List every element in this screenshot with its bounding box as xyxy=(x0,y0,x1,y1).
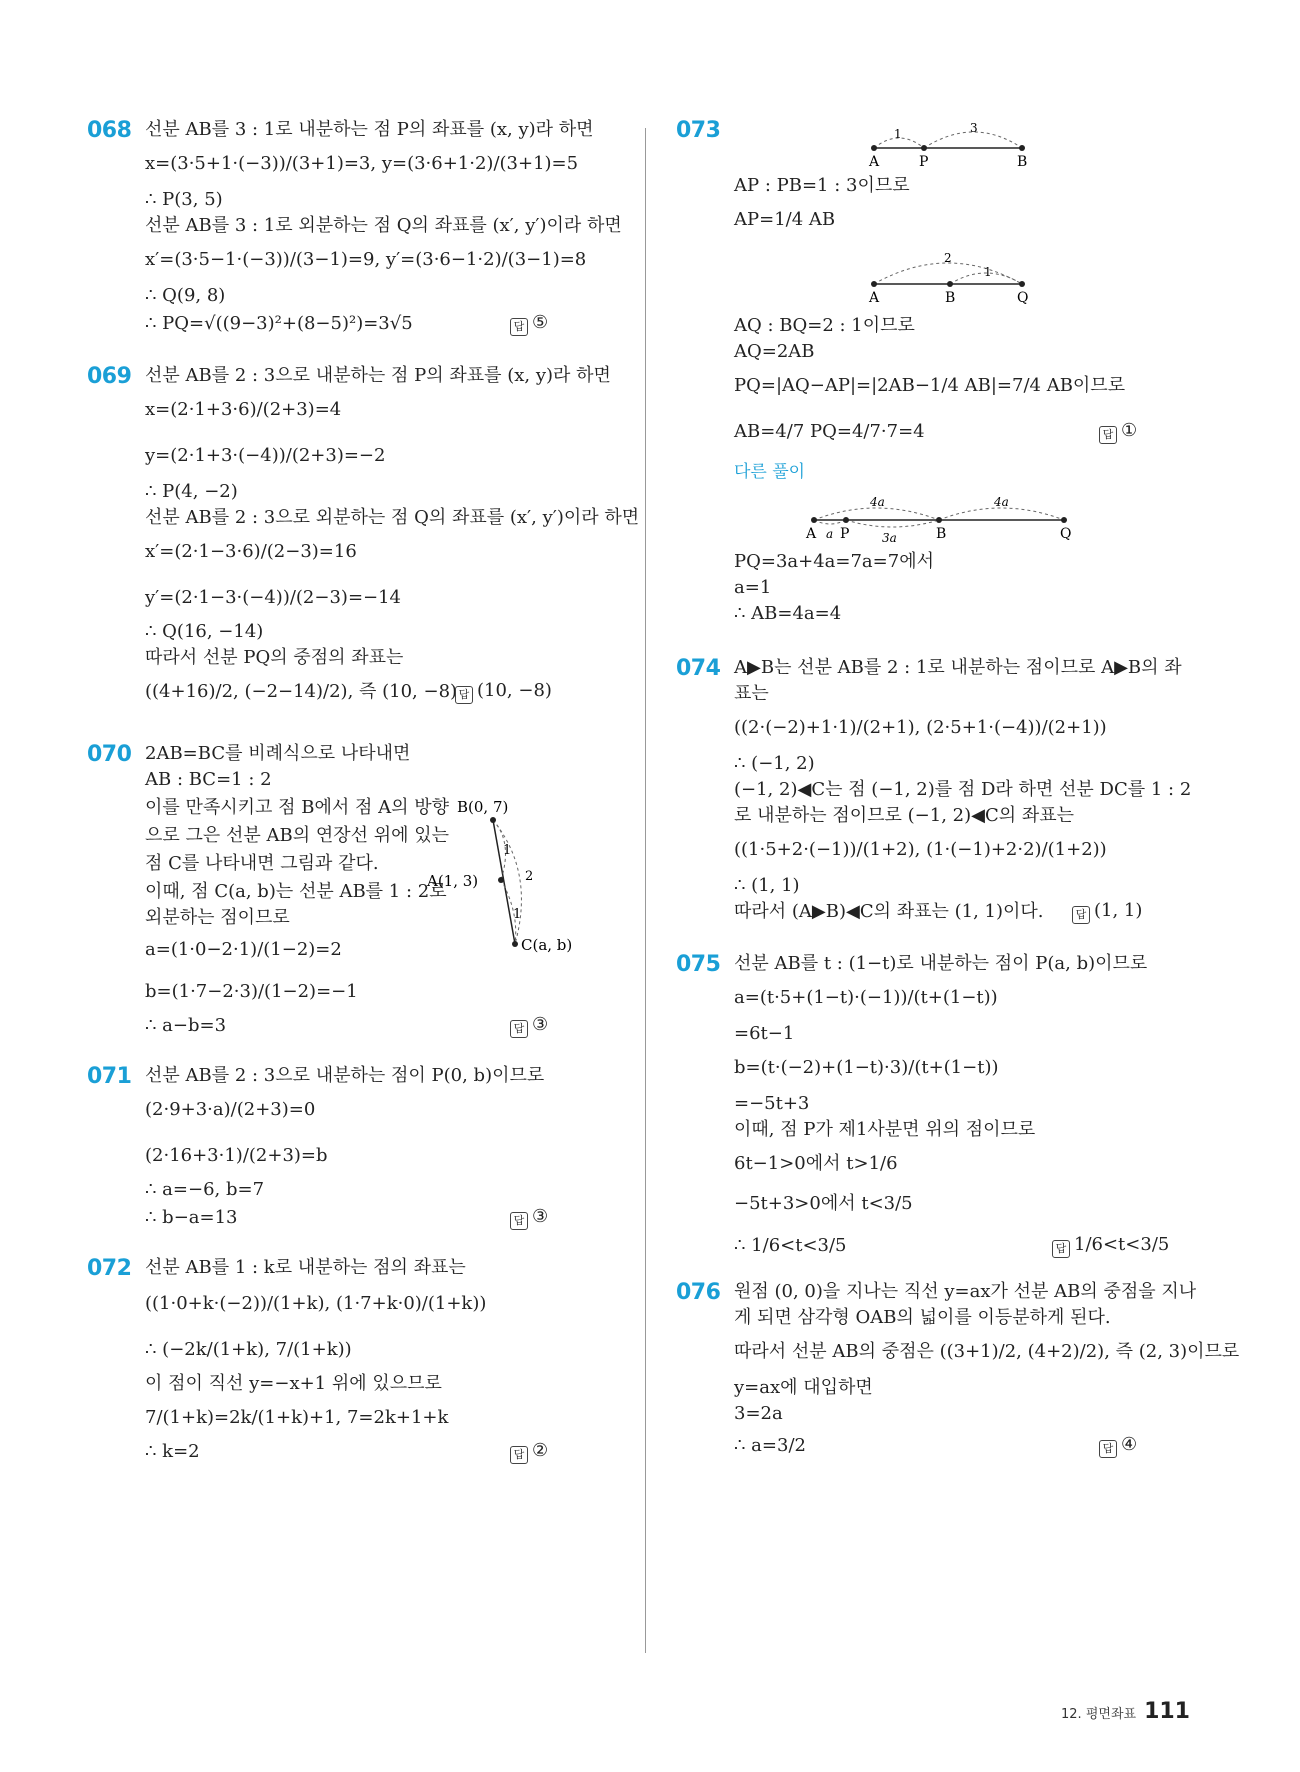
problem-number: 076 xyxy=(676,1280,721,1305)
answer-icon: 답 xyxy=(1099,1440,1117,1458)
line: 7/(1+k)=2k/(1+k)+1, 7=2k+1+k xyxy=(145,1407,449,1428)
line: =6t−1 xyxy=(734,1023,795,1044)
line: 게 되면 삼각형 OAB의 넓이를 이등분하게 된다. xyxy=(734,1307,1111,1328)
line: 선분 AB를 3 : 1로 외분하는 점 Q의 좌표를 (x′, y′)이라 하면 xyxy=(145,215,622,236)
answer: 답 ⑤ xyxy=(510,312,548,336)
line: ∴ Q(16, −14) xyxy=(145,621,264,642)
line: 선분 AB를 2 : 3으로 내분하는 점이 P(0, b)이므로 xyxy=(145,1065,545,1086)
answer-icon: 답 xyxy=(1052,1240,1070,1258)
figure-segment-PQ xyxy=(794,490,1094,546)
line: AB : BC=1 : 2 xyxy=(145,769,272,790)
line: 선분 AB를 1 : k로 내분하는 점의 좌표는 xyxy=(145,1257,466,1278)
label-A: A(1, 3) xyxy=(427,872,479,890)
label-B: B xyxy=(1017,154,1028,170)
line: 이 점이 직선 y=−x+1 위에 있으므로 xyxy=(145,1373,442,1394)
line: ∴ b−a=13 xyxy=(145,1207,238,1228)
answer-icon: 답 xyxy=(510,1020,528,1038)
answer: 답 ④ xyxy=(1099,1434,1137,1458)
line: 이때, 점 C(a, b)는 선분 AB를 1 : 2로 xyxy=(145,881,447,902)
answer-icon: 답 xyxy=(1072,906,1090,924)
line: AB=4/7 PQ=4/7·7=4 xyxy=(734,421,925,442)
label-B: B xyxy=(936,526,947,542)
figure-extension xyxy=(415,792,573,962)
label-B: B(0, 7) xyxy=(457,798,509,816)
line: ∴ P(3, 5) xyxy=(145,189,223,210)
alt-solution-title: 다른 풀이 xyxy=(734,462,806,482)
answer-icon: 답 xyxy=(510,1446,528,1464)
line: (−1, 2)◀C는 점 (−1, 2)를 점 D라 하면 선분 DC를 1 : 2 xyxy=(734,779,1192,800)
line: AQ : BQ=2 : 1이므로 xyxy=(734,315,915,336)
answer: 답 (1, 1) xyxy=(1072,900,1142,924)
answer: 답 1/6<t<3/5 xyxy=(1052,1234,1169,1258)
line: PQ=|AQ−AP|=|2AB−1/4 AB|=7/4 AB이므로 xyxy=(734,375,1126,396)
problem-number: 068 xyxy=(87,118,132,143)
line: x′=(2·1−3·6)/(2−3)=16 xyxy=(145,541,357,562)
answer: 답 ① xyxy=(1099,420,1137,444)
problem-number: 072 xyxy=(87,1256,132,1281)
line: 3=2a xyxy=(734,1403,783,1424)
line: 외분하는 점이므로 xyxy=(145,907,290,928)
answer-icon: 답 xyxy=(510,1212,528,1230)
line: ((2·(−2)+1·1)/(2+1), (2·5+1·(−4))/(2+1)) xyxy=(734,717,1107,738)
column-divider xyxy=(645,128,646,1653)
line: ((4+16)/2, (−2−14)/2), 즉 (10, −8) xyxy=(145,681,458,702)
line: y=(2·1+3·(−4))/(2+3)=−2 xyxy=(145,445,386,466)
ratio-label: 1 xyxy=(984,265,992,279)
line: PQ=3a+4a=7a=7에서 xyxy=(734,551,934,572)
length-label: 3a xyxy=(882,531,897,545)
problem-number: 075 xyxy=(676,952,721,977)
line: 선분 AB를 t : (1−t)로 내분하는 점이 P(a, b)이므로 xyxy=(734,953,1148,974)
line: AQ=2AB xyxy=(734,341,815,362)
line: ∴ k=2 xyxy=(145,1441,200,1462)
line: ∴ Q(9, 8) xyxy=(145,285,226,306)
page-number: 111 xyxy=(1144,1699,1190,1724)
problem-number: 074 xyxy=(676,656,721,681)
ratio-label: 1 xyxy=(894,127,902,141)
line: 이를 만족시키고 점 B에서 점 A의 방향 xyxy=(145,797,449,818)
answer-icon: 답 xyxy=(455,686,473,704)
line: y=ax에 대입하면 xyxy=(734,1377,873,1398)
line: ∴ PQ=√((9−3)²+(8−5)²)=3√5 xyxy=(145,313,413,334)
label-A: A xyxy=(869,290,880,306)
length-label: 4a xyxy=(994,495,1009,509)
label-P: P xyxy=(919,154,929,170)
line: x′=(3·5−1·(−3))/(3−1)=9, y′=(3·6−1·2)/(3−1)=8 xyxy=(145,249,587,270)
problem-number: 070 xyxy=(87,742,132,767)
line: ∴ a=3/2 xyxy=(734,1435,806,1456)
line: 선분 AB를 3 : 1로 내분하는 점 P의 좌표를 (x, y)라 하면 xyxy=(145,119,594,140)
line: 선분 AB를 2 : 3으로 외분하는 점 Q의 좌표를 (x′, y′)이라 하면 xyxy=(145,507,640,528)
line: (2·16+3·1)/(2+3)=b xyxy=(145,1145,328,1166)
line: b=(t·(−2)+(1−t)·3)/(t+(1−t)) xyxy=(734,1057,999,1078)
answer: 답 ② xyxy=(510,1440,548,1464)
ratio-label: 1 xyxy=(503,843,512,858)
line: AP : PB=1 : 3이므로 xyxy=(734,175,910,196)
answer: 답 ③ xyxy=(510,1206,548,1230)
line: A▶B는 선분 AB를 2 : 1로 내분하는 점이므로 A▶B의 좌 xyxy=(734,657,1182,678)
length-label: a xyxy=(826,527,834,541)
line: 따라서 선분 AB의 중점은 ((3+1)/2, (4+2)/2), 즉 (2, 3)이므로 xyxy=(734,1341,1240,1362)
line: 표는 xyxy=(734,683,769,704)
ratio-label: 3 xyxy=(970,121,978,135)
label-Q: Q xyxy=(1017,290,1029,306)
line: a=(t·5+(1−t)·(−1))/(t+(1−t)) xyxy=(734,987,998,1008)
line: 2AB=BC를 비례식으로 나타내면 xyxy=(145,743,411,764)
problem-number: 071 xyxy=(87,1064,132,1089)
answer: 답 ③ xyxy=(510,1014,548,1038)
line: ∴ P(4, −2) xyxy=(145,481,238,502)
line: 선분 AB를 2 : 3으로 내분하는 점 P의 좌표를 (x, y)라 하면 xyxy=(145,365,611,386)
line: −5t+3>0에서 t<3/5 xyxy=(734,1193,913,1214)
line: ((1·5+2·(−1))/(1+2), (1·(−1)+2·2)/(1+2)) xyxy=(734,839,1107,860)
line: ∴ (−2k/(1+k), 7/(1+k)) xyxy=(145,1339,352,1360)
line: ∴ a=−6, b=7 xyxy=(145,1179,265,1200)
line: =−5t+3 xyxy=(734,1093,810,1114)
label-A: A xyxy=(806,526,817,542)
line: 이때, 점 P가 제1사분면 위의 점이므로 xyxy=(734,1119,1036,1140)
line: ((1·0+k·(−2))/(1+k), (1·7+k·0)/(1+k)) xyxy=(145,1293,487,1314)
page-footer xyxy=(1061,1699,1190,1724)
label-C: C(a, b) xyxy=(521,936,573,954)
line: 으로 그은 선분 AB의 연장선 위에 있는 xyxy=(145,825,449,846)
label-B: B xyxy=(945,290,956,306)
ratio-label: 2 xyxy=(944,251,952,265)
chapter-title: 12. 평면좌표 xyxy=(1061,1707,1137,1722)
line: ∴ (−1, 2) xyxy=(734,753,815,774)
line: (2·9+3·a)/(2+3)=0 xyxy=(145,1099,316,1120)
problem-number: 069 xyxy=(87,364,132,389)
line: 6t−1>0에서 t>1/6 xyxy=(734,1153,898,1174)
ratio-label: 2 xyxy=(525,869,534,884)
label-Q: Q xyxy=(1060,526,1072,542)
line: AP=1/4 AB xyxy=(734,209,836,230)
line: y′=(2·1−3·(−4))/(2−3)=−14 xyxy=(145,587,402,608)
answer-icon: 답 xyxy=(1099,426,1117,444)
line: b=(1·7−2·3)/(1−2)=−1 xyxy=(145,981,358,1002)
answer: 답 (10, −8) xyxy=(455,680,552,704)
line: 원점 (0, 0)을 지나는 직선 y=ax가 선분 AB의 중점을 지나 xyxy=(734,1281,1197,1302)
length-label: 4a xyxy=(870,495,885,509)
line: ∴ (1, 1) xyxy=(734,875,800,896)
answer-icon: 답 xyxy=(510,318,528,336)
ratio-label: 1 xyxy=(513,907,522,922)
line: ∴ a−b=3 xyxy=(145,1015,227,1036)
figure-segment-AQ xyxy=(834,248,1034,304)
line: 점 C를 나타내면 그림과 같다. xyxy=(145,853,379,874)
line: 따라서 선분 PQ의 중점의 좌표는 xyxy=(145,647,404,668)
line: ∴ AB=4a=4 xyxy=(734,603,842,624)
label-P: P xyxy=(840,526,850,542)
line: a=1 xyxy=(734,577,772,598)
problem-number: 073 xyxy=(676,118,721,143)
line: 로 내분하는 점이므로 (−1, 2)◀C의 좌표는 xyxy=(734,805,1075,826)
line: a=(1·0−2·1)/(1−2)=2 xyxy=(145,939,342,960)
line: x=(3·5+1·(−3))/(3+1)=3, y=(3·6+1·2)/(3+1)=5 xyxy=(145,153,579,174)
line: 따라서 (A▶B)◀C의 좌표는 (1, 1)이다. xyxy=(734,901,1044,922)
label-A: A xyxy=(869,154,880,170)
line: ∴ 1/6<t<3/5 xyxy=(734,1235,847,1256)
figure-segment-AP xyxy=(834,118,1034,170)
line: x=(2·1+3·6)/(2+3)=4 xyxy=(145,399,342,420)
